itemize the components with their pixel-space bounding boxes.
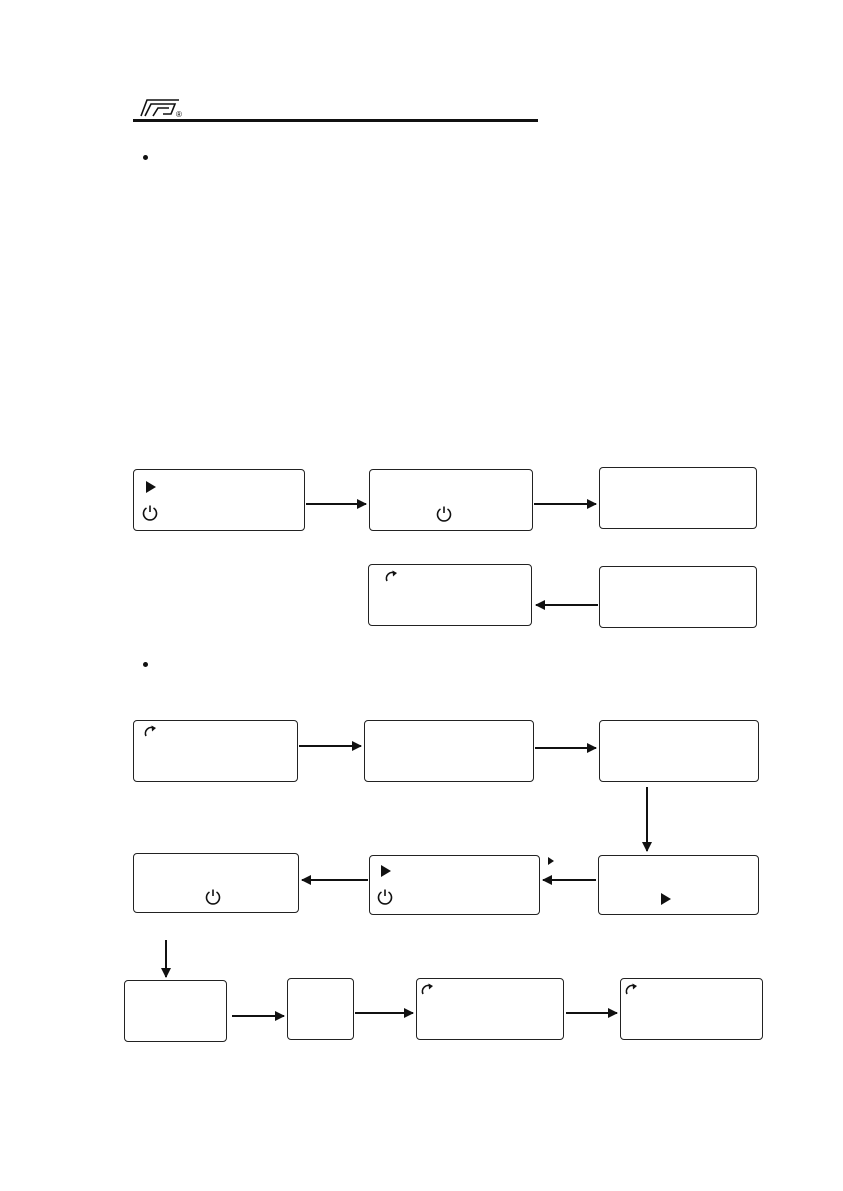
registered-mark: ® (176, 110, 182, 119)
